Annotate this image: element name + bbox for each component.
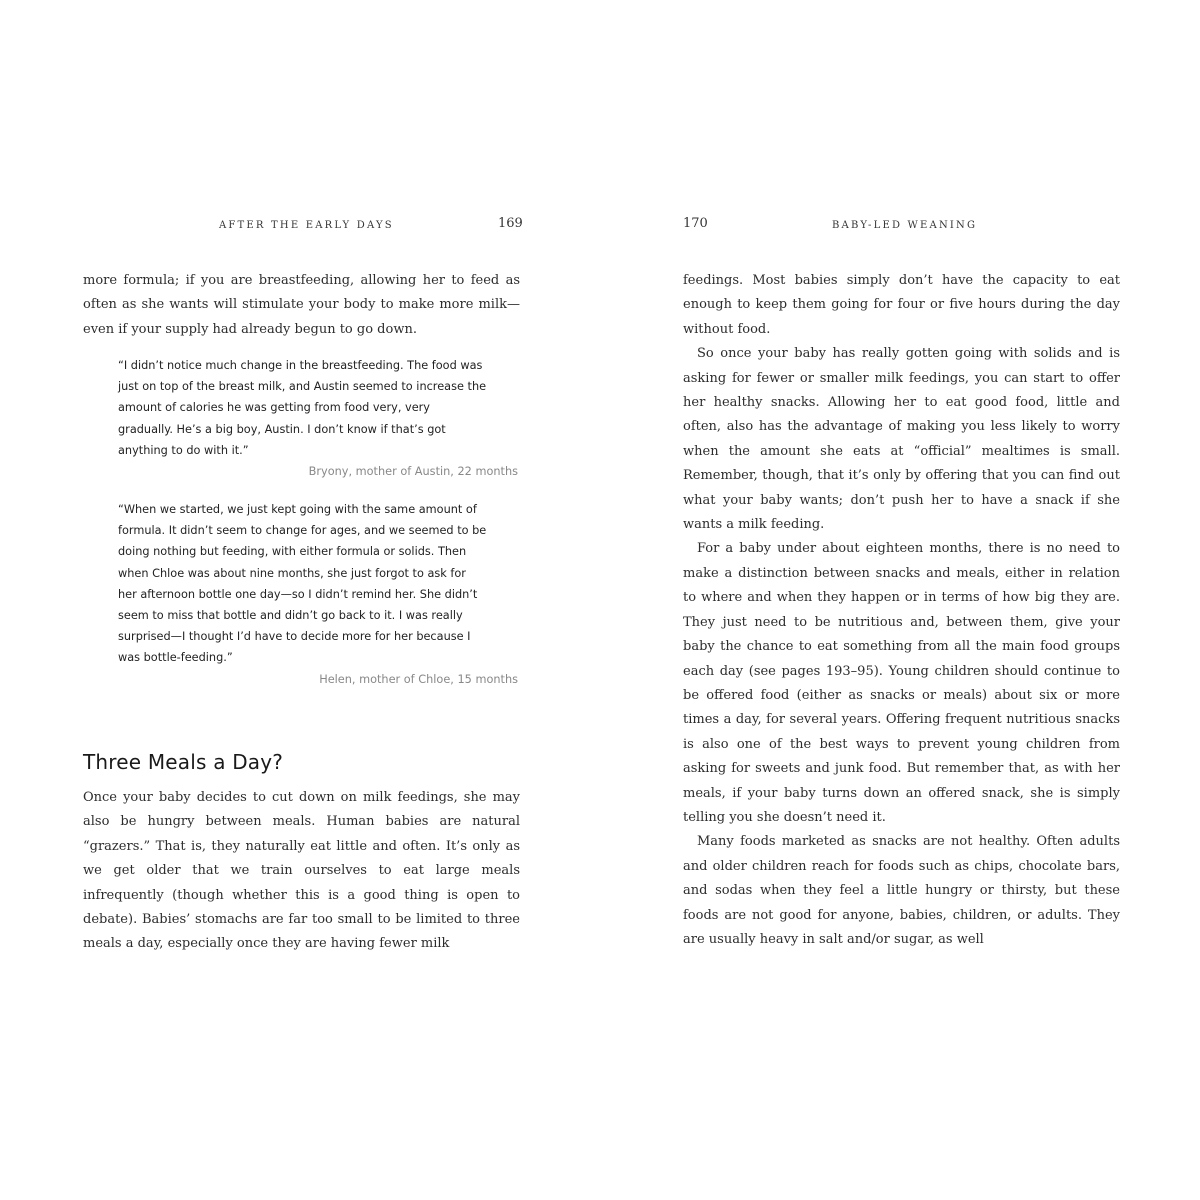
section-text <box>83 786 520 957</box>
paragraph: Many foods marketed as snacks are not healthy. Often adults and older children reach for foods such as chips, chocolate bars, and sodas when they feel a little hungry or thirsty, but these foods are not good for anyone, babies, children, or adults. They are usually heavy in salt and/or sugar, as well <box>683 834 1120 947</box>
paragraph: For a baby under about eighteen months, there is no need to make a distinction between snacks and meals, either in relation to where and when they happen or in terms of how big they are. They just need to be nutritious and, between them, give your baby the chance to eat something from all the main food groups each day (see pages 193–95). Young children should continue to be offered food (either as snacks or meals) about six or more times a day, for several years. Offering frequent nutritious snacks is also one of the best ways to prevent young children from asking for sweets and junk food. But remember that, as with her meals, if your baby turns down an offered snack, she is simply telling you she doesn’t need it. <box>683 541 1120 825</box>
page-number: 169 <box>498 216 523 231</box>
paragraph: more formula; if you are breastfeeding, allowing her to feed as often as she wants will stimulate your body to make more milk—even if your supply had already begun to go down. <box>83 273 520 337</box>
quote-text: “I didn’t notice much change in the breastfeeding. The food was just on top of the breast milk, and Austin seemed to increase the amount of calories he was getting from food very, very gradually. He’s a big boy, Austin. I don’t know if that’s got anything to do with it.” <box>118 359 487 457</box>
paragraph: Once your baby decides to cut down on milk feedings, she may also be hungry between meals. Human babies are natural “grazers.” That is, they naturally eat little and often. It’s only as we get older that we train ourselves to eat large meals infrequently (though whether this is a good thing is open to debate). Babies’ stomachs are far too small to be limited to three meals a day, especially once they are having fewer milk <box>83 790 520 952</box>
quote-attribution: Bryony, mother of Austin, 22 months <box>308 465 518 479</box>
left-page <box>83 0 523 1200</box>
right-page-text <box>683 269 1120 952</box>
section-heading: Three Meals a Day? <box>83 750 284 774</box>
continued-text <box>83 269 520 342</box>
paragraph: feedings. Most babies simply don’t have the capacity to eat enough to keep them going for four or five hours during the day without food. <box>683 273 1120 337</box>
testimonial-quote <box>118 499 518 690</box>
paragraph: So once your baby has really gotten going with solids and is asking for fewer or smaller milk feedings, you can start to offer her healthy snacks. Allowing her to eat good food, little and often, also has the advantage of making you less likely to worry when the amount she eats at “official” mealtimes is small. Remember, though, that it’s only by offering that you can find out what your baby wants; don’t push her to have a snack if she wants a milk feeding. <box>683 346 1120 533</box>
running-head-title: AFTER THE EARLY DAYS <box>219 220 394 231</box>
page-number: 170 <box>683 216 708 231</box>
quote-attribution: Helen, mother of Chloe, 15 months <box>319 672 518 686</box>
running-head-right <box>683 216 1123 236</box>
right-page <box>683 0 1123 1200</box>
quote-text: “When we started, we just kept going with the same amount of formula. It didn’t seem to change for ages, and we seemed to be doing nothing but feeding, with either formula or solids. Then when Chloe was about nine months, she just forgot to ask for her afternoon bottle one day—so I didn’t remind her. She didn’t seem to miss that bottle and didn’t go back to it. I was really surprised—I thought I’d have to decide more for her because I was bottle-feeding.” <box>118 503 487 665</box>
running-head-title: BABY-LED WEANING <box>832 220 978 231</box>
testimonial-quote <box>118 355 518 482</box>
running-head-left <box>83 216 523 236</box>
